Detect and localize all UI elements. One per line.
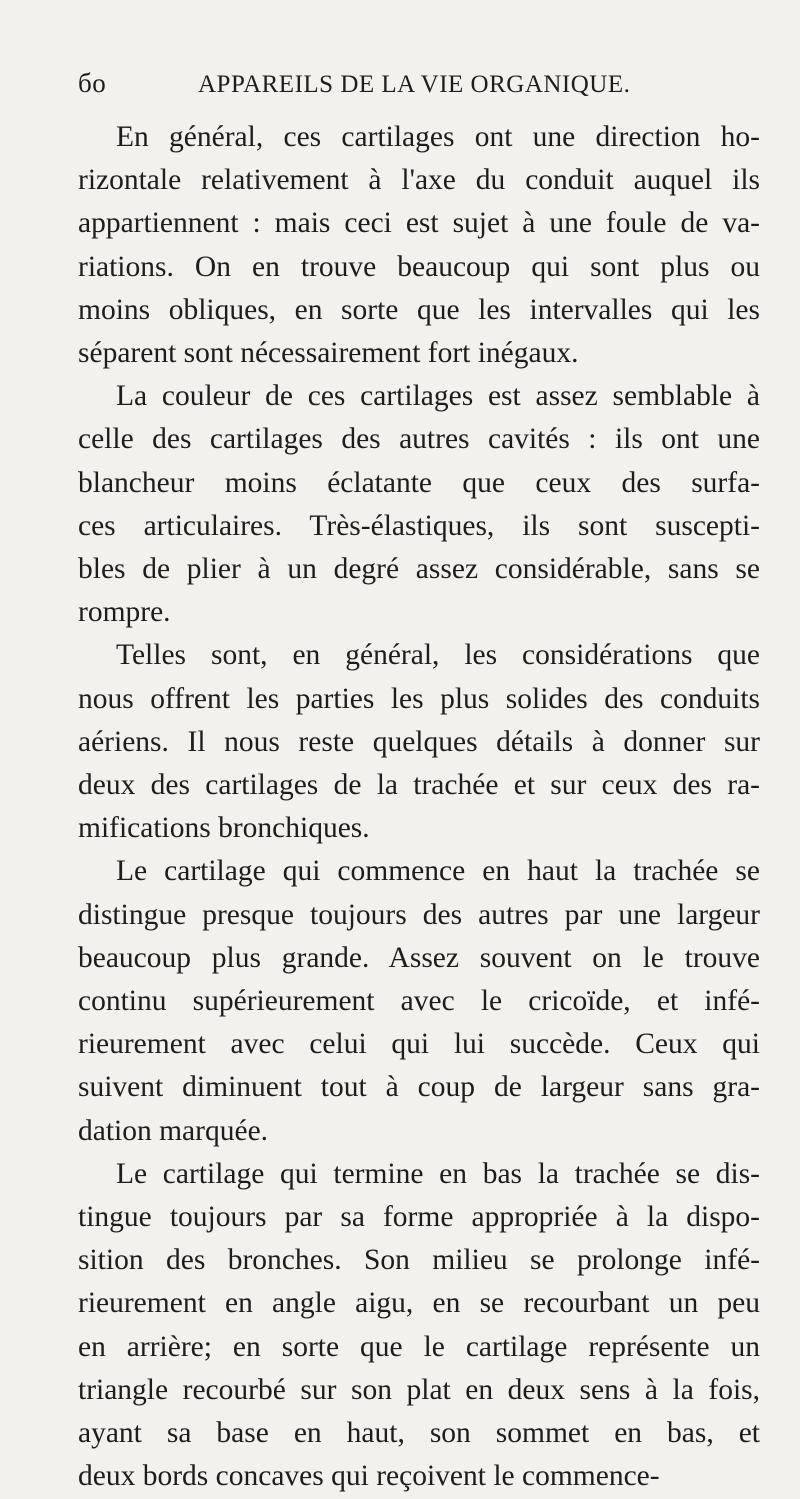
paragraph — [78, 634, 760, 850]
text-line: La couleur de ces cartilages est assez semblable à — [116, 380, 760, 413]
text-line: mifications bronchiques. — [78, 812, 370, 845]
text-line: séparent sont nécessairement fort inégaux. — [78, 337, 579, 370]
text-line: Le cartilage qui commence en haut la trachée se — [116, 855, 760, 888]
paragraph — [78, 116, 760, 375]
paragraph — [78, 850, 760, 1152]
text-line: ces articulaires. Très-élastiques, ils sont suscepti- — [78, 509, 760, 542]
text-line: continu supérieurement avec le cricoïde, et infé- — [78, 985, 760, 1018]
body-text — [78, 116, 760, 1499]
text-line: celle des cartilages des autres cavités : ils ont une — [78, 423, 760, 456]
text-line: deux bords concaves qui reçoivent le commence- — [78, 1460, 660, 1493]
text-line: dation marquée. — [78, 1114, 269, 1147]
text-line: riations. On en trouve beaucoup qui sont plus ou — [78, 250, 760, 283]
text-line: ayant sa base en haut, son sommet en bas, et — [78, 1417, 760, 1450]
text-line: nous offrent les parties les plus solides des conduits — [78, 682, 760, 715]
running-header — [78, 68, 760, 112]
text-line: blancheur moins éclatante que ceux des surfa- — [78, 466, 760, 499]
text-line: triangle recourbé sur son plat en deux sens à la fois, — [78, 1373, 760, 1406]
text-line: beaucoup plus grande. Assez souvent on le trouve — [78, 941, 760, 974]
page-number: бо — [78, 68, 107, 98]
running-title: APPAREILS DE LA VIE ORGANIQUE. — [198, 71, 631, 98]
text-line: suivent diminuent tout à coup de largeur sans gra- — [78, 1071, 760, 1104]
text-line: Telles sont, en général, les considérations que — [116, 639, 760, 672]
text-line: sition des bronches. Son milieu se prolonge infé- — [78, 1244, 760, 1277]
text-line: aériens. Il nous reste quelques détails à donner sur — [78, 725, 760, 758]
paragraph — [78, 1153, 760, 1499]
text-line: appartiennent : mais ceci est sujet à une foule de va- — [78, 207, 760, 240]
text-line: En général, ces cartilages ont une direction ho- — [116, 121, 760, 153]
paragraph — [78, 375, 760, 634]
text-line: deux des cartilages de la trachée et sur ceux des ra- — [78, 769, 760, 802]
text-line: moins obliques, en sorte que les intervalles qui les — [78, 293, 760, 326]
book-page — [78, 68, 760, 1499]
text-line: rizontale relativement à l'axe du conduit auquel ils — [78, 164, 760, 197]
text-line: rompre. — [78, 596, 171, 629]
text-line: distingue presque toujours des autres par une largeur — [78, 898, 760, 931]
text-line: tingue toujours par sa forme appropriée à la dispo- — [78, 1201, 760, 1234]
text-line: Le cartilage qui termine en bas la trachée se dis- — [116, 1157, 760, 1190]
text-line: bles de plier à un degré assez considérable, sans se — [78, 553, 760, 586]
text-line: rieurement avec celui qui lui succède. Ceux qui — [78, 1028, 760, 1061]
text-line: rieurement en angle aigu, en se recourbant un peu — [78, 1287, 760, 1320]
text-line: en arrière; en sorte que le cartilage représente un — [78, 1330, 760, 1363]
